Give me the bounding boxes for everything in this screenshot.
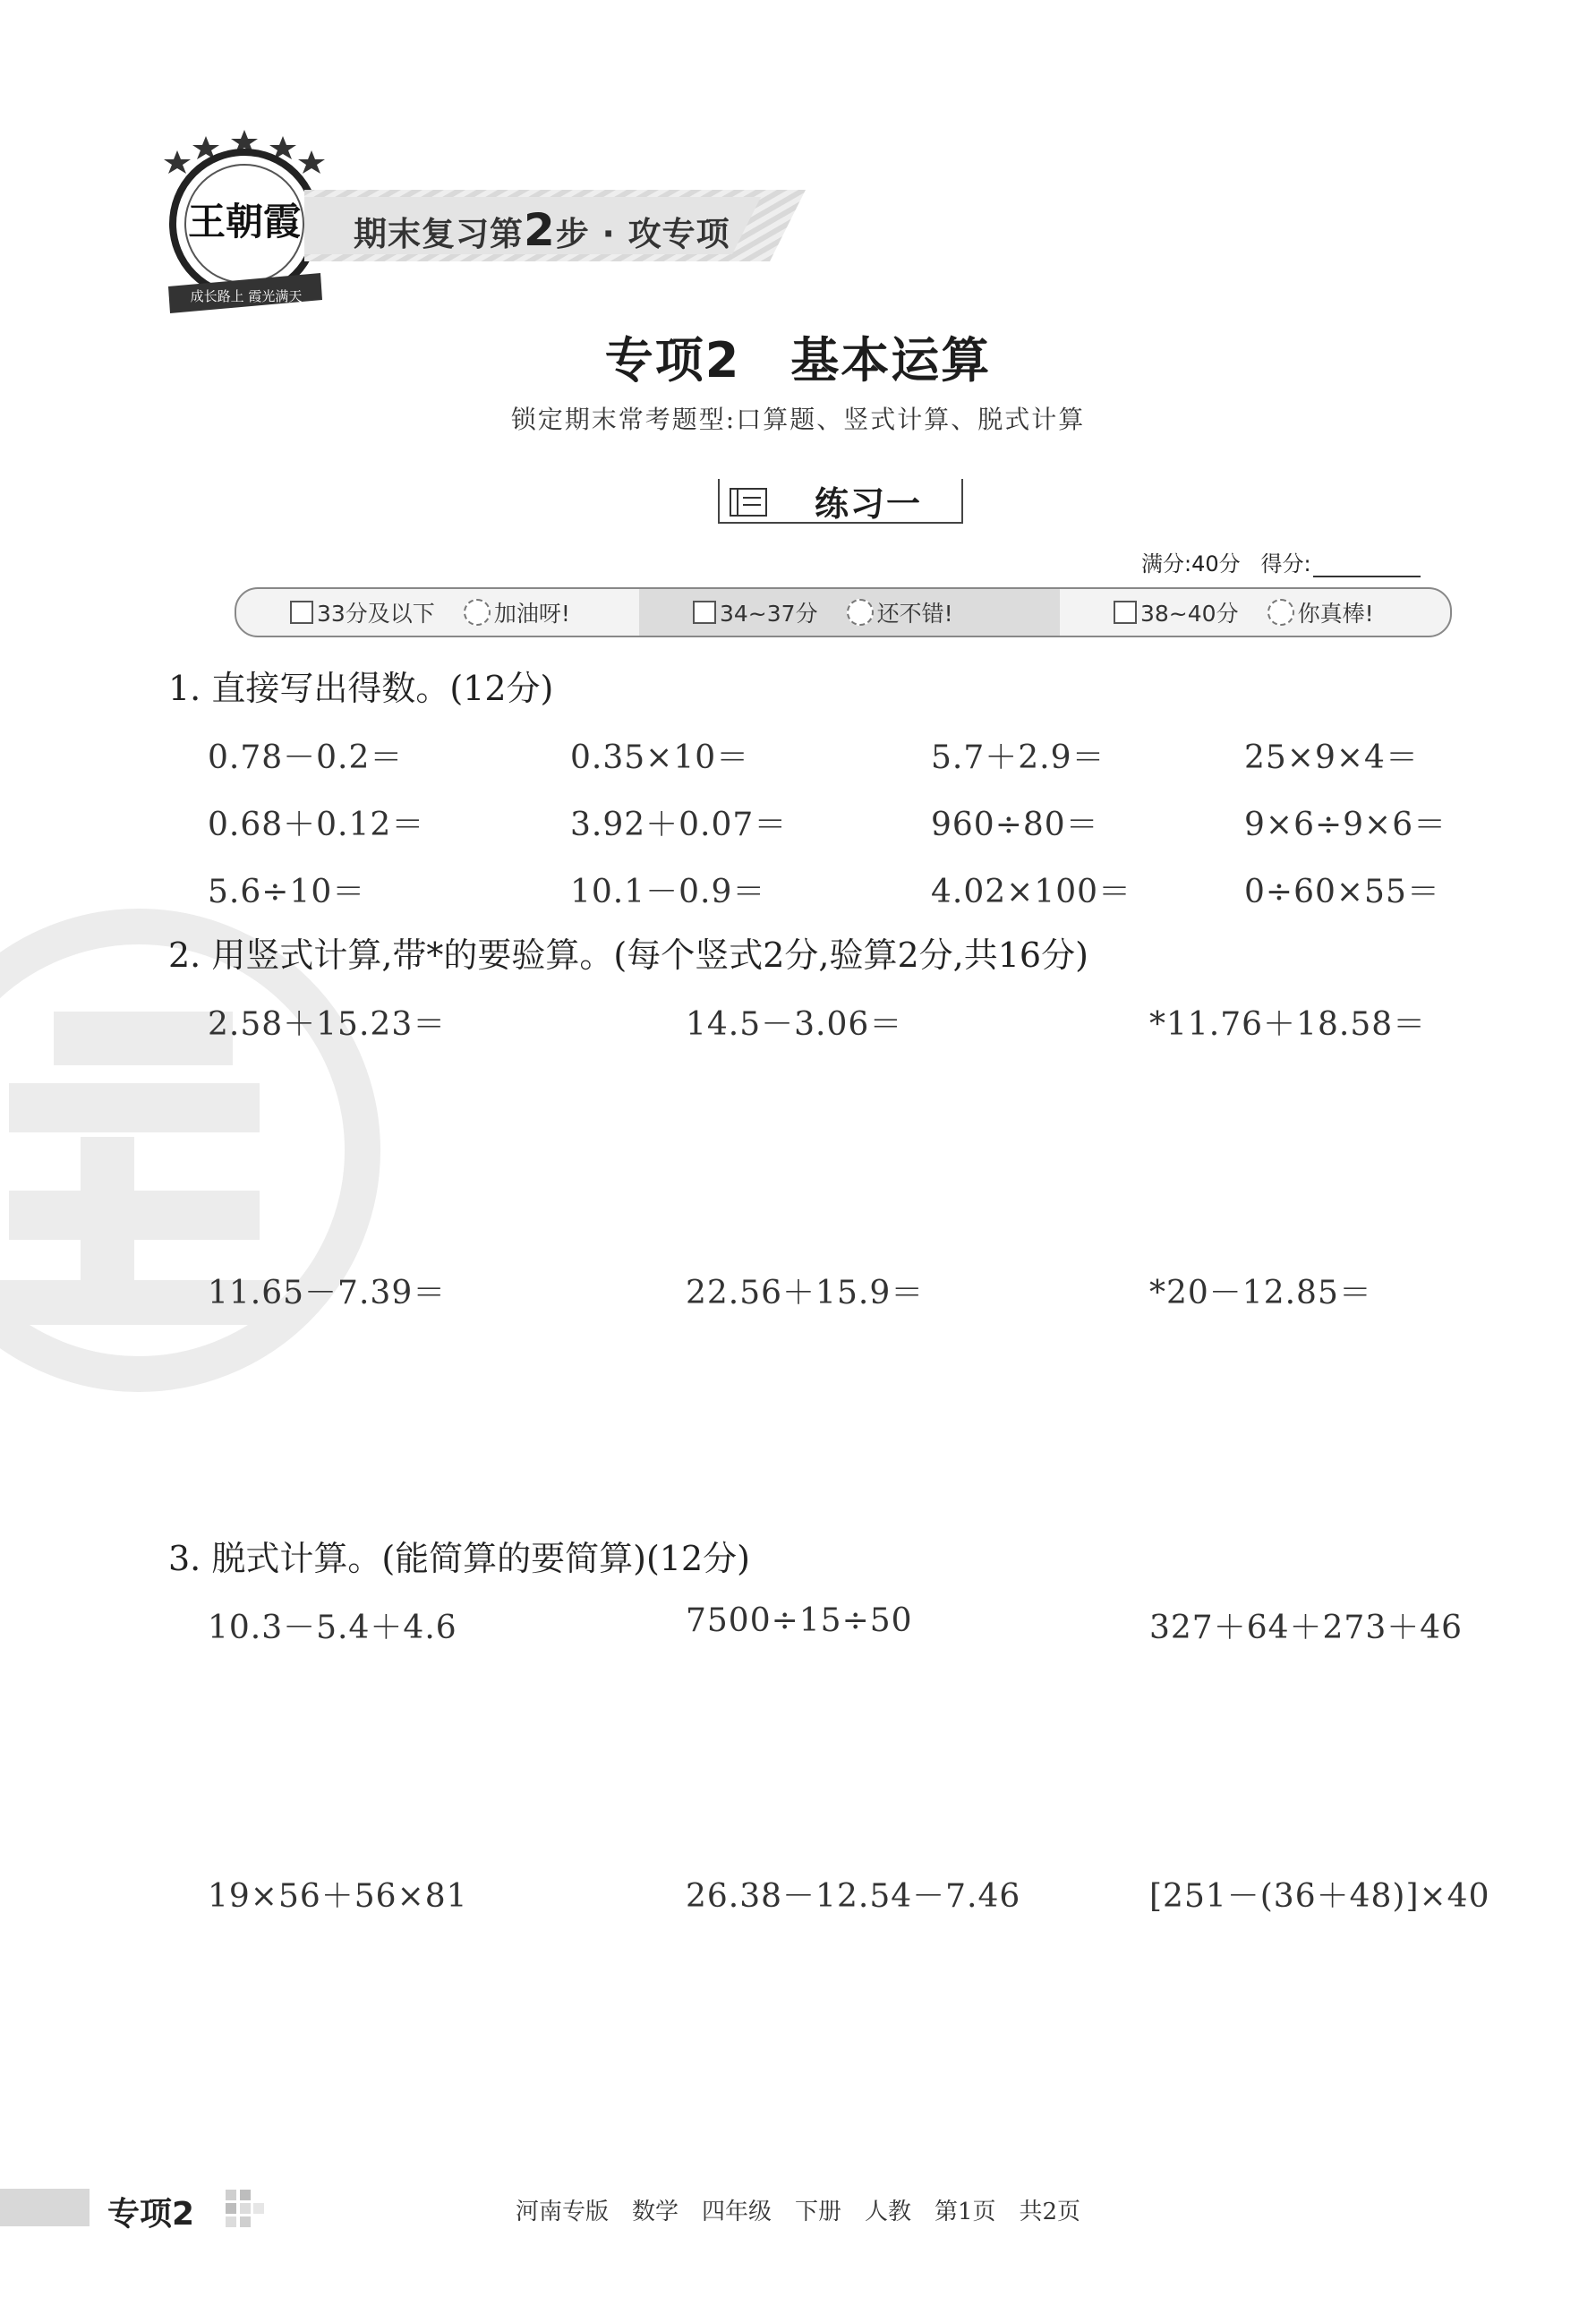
q3-expression: 26.38－12.54－7.46 bbox=[686, 1878, 1021, 1915]
q2-expression: 22.56＋15.9＝ bbox=[686, 1275, 925, 1311]
q2-expression: 11.65－7.39＝ bbox=[208, 1275, 447, 1311]
q1-expression: 960÷80＝ bbox=[931, 807, 1099, 843]
q1-expression: 3.92＋0.07＝ bbox=[570, 807, 788, 843]
practice-label: 练习一 bbox=[814, 484, 922, 524]
question-3-heading: 3. 脱式计算。(能简算的要简算)(12分) bbox=[168, 1539, 750, 1578]
q1-expression: 9×6÷9×6＝ bbox=[1244, 807, 1447, 843]
score-blank[interactable] bbox=[1313, 552, 1421, 577]
question-2-heading: 2. 用竖式计算,带*的要验算。(每个竖式2分,验算2分,共16分) bbox=[168, 935, 1088, 975]
rating-item: 34~37分 还不错! bbox=[639, 589, 1060, 636]
question-1-heading: 1. 直接写出得数。(12分) bbox=[168, 669, 554, 708]
rating-checkbox[interactable] bbox=[1114, 601, 1137, 624]
q2-expression: *20－12.85＝ bbox=[1149, 1275, 1372, 1311]
footer-label: 专项2 bbox=[107, 2196, 195, 2233]
q2-expression: 2.58＋15.23＝ bbox=[208, 1006, 447, 1043]
rating-checkbox[interactable] bbox=[290, 601, 313, 624]
rating-item: 33分及以下 加油呀! bbox=[290, 589, 648, 636]
smiley-icon bbox=[464, 599, 491, 626]
smiley-icon bbox=[847, 599, 874, 626]
logo-ribbon: 成长路上 霞光满天 bbox=[190, 288, 303, 304]
rating-checkbox[interactable] bbox=[693, 601, 716, 624]
q1-expression: 25×9×4＝ bbox=[1244, 739, 1419, 776]
score-row bbox=[1141, 546, 1421, 577]
full-score: 满分:40分 bbox=[1141, 551, 1241, 576]
page-title: 专项2 基本运算 bbox=[604, 332, 992, 389]
footer-info: 河南专版 数学 四年级 下册 人教 第1页 共2页 bbox=[515, 2199, 1081, 2225]
q1-expression: 4.02×100＝ bbox=[931, 874, 1132, 910]
notebook-icon bbox=[727, 485, 772, 519]
q1-expression: 0.78－0.2＝ bbox=[208, 739, 404, 776]
q1-expression: 0÷60×55＝ bbox=[1244, 874, 1440, 910]
q1-expression: 10.1－0.9＝ bbox=[570, 874, 766, 910]
q1-expression: 0.35×10＝ bbox=[570, 739, 750, 776]
rating-item: 38~40分 你真棒! bbox=[1105, 589, 1450, 636]
got-score-label: 得分: bbox=[1260, 551, 1311, 576]
logo-text: 王朝霞 bbox=[187, 200, 302, 243]
q3-expression: 327＋64＋273＋46 bbox=[1149, 1610, 1464, 1646]
q3-expression: [251－(36＋48)]×40 bbox=[1149, 1878, 1490, 1915]
q2-expression: *11.76＋18.58＝ bbox=[1149, 1006, 1427, 1043]
q3-expression: 10.3－5.4＋4.6 bbox=[208, 1610, 457, 1646]
banner-text: 期末复习第2步 · 攻专项 bbox=[354, 204, 730, 256]
watermark-seal bbox=[0, 904, 403, 1396]
rating-bar bbox=[235, 587, 1452, 637]
q3-expression: 7500÷15÷50 bbox=[686, 1602, 913, 1639]
q1-expression: 5.7＋2.9＝ bbox=[931, 739, 1105, 776]
page-subtitle: 锁定期末常考题型:口算题、竖式计算、脱式计算 bbox=[510, 405, 1086, 434]
q3-expression: 19×56＋56×81 bbox=[208, 1878, 468, 1915]
smiley-icon bbox=[1267, 599, 1294, 626]
q1-expression: 5.6÷10＝ bbox=[208, 874, 366, 910]
q2-expression: 14.5－3.06＝ bbox=[686, 1006, 903, 1043]
q1-expression: 0.68＋0.12＝ bbox=[208, 807, 425, 843]
